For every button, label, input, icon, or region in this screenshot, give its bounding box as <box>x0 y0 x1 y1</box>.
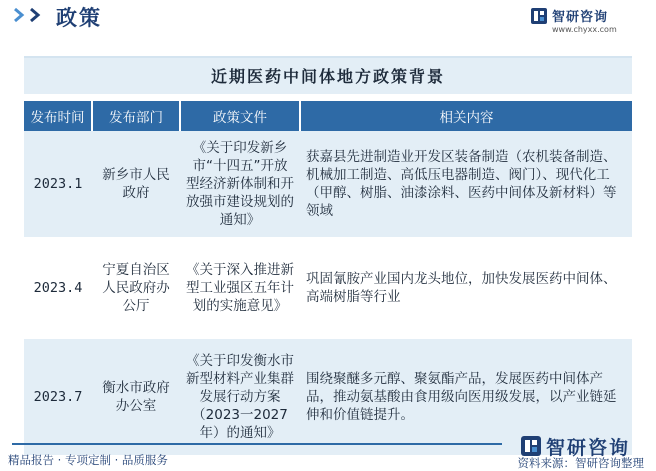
table-row <box>24 131 632 237</box>
table-header-row <box>24 101 632 131</box>
cell-document: 《关于印发衡水市新型材料产业集群发展行动方案（2023一2027年）的通知》 <box>180 339 300 455</box>
brand-logo-icon <box>530 7 548 25</box>
cell-date: 2023.7 <box>24 339 92 455</box>
source-note: 资料来源：智研咨询整理 <box>517 456 644 470</box>
chevron-right-icon <box>12 7 28 23</box>
table-row <box>24 237 632 339</box>
column-header-content: 相关内容 <box>300 101 632 131</box>
footer-tagline: 精品报告 · 专项定制 · 品质服务 <box>8 453 168 467</box>
cell-department: 新乡市人民政府 <box>92 131 180 237</box>
cell-department: 衡水市政府办公室 <box>92 339 180 455</box>
table-title: 近期医药中间体地方政策背景 <box>210 67 445 86</box>
cell-date: 2023.4 <box>24 237 92 339</box>
brand <box>530 6 642 36</box>
cell-date: 2023.1 <box>24 131 92 237</box>
cell-document: 《关于深入推进新型工业强区五年计划的实施意见》 <box>180 237 300 339</box>
column-header-document: 政策文件 <box>180 101 300 131</box>
brand-url: www.chyxx.com <box>552 25 617 34</box>
page-title: 政策 <box>56 6 102 30</box>
cell-content: 获嘉县先进制造业开发区装备制造（农机装备制造、机械加工制造、高低压电器制造、阀门）、现代化工（甲醇、树脂、油漆涂料、医药中间体及新材料）等领域 <box>300 131 632 237</box>
footer <box>0 433 656 471</box>
cell-content: 巩固氰胺产业国内龙头地位，加快发展医药中间体、高端树脂等行业 <box>300 237 632 339</box>
footer-logo <box>520 433 650 457</box>
policy-table <box>24 101 632 455</box>
cell-content: 围绕聚醚多元醇、聚氨酯产品，发展医药中间体产品，推动氨基酸由食用级向医用级发展，以产业链延伸和价值链提升。 <box>300 339 632 455</box>
column-header-date: 发布时间 <box>24 101 92 131</box>
footer-divider <box>12 443 502 445</box>
brand-logo-icon <box>520 435 542 457</box>
chevron-right-icon <box>28 7 44 23</box>
footer-logo-name: 智研咨询 <box>546 437 631 459</box>
table-title-panel <box>24 56 632 94</box>
brand-name: 智研咨询 <box>552 10 609 25</box>
cell-document: 《关于印发新乡市“十四五”开放型经济新体制和开放强市建设规划的通知》 <box>180 131 300 237</box>
cell-department: 宁夏自治区人民政府办公厅 <box>92 237 180 339</box>
header-bar <box>0 0 656 40</box>
column-header-department: 发布部门 <box>92 101 180 131</box>
